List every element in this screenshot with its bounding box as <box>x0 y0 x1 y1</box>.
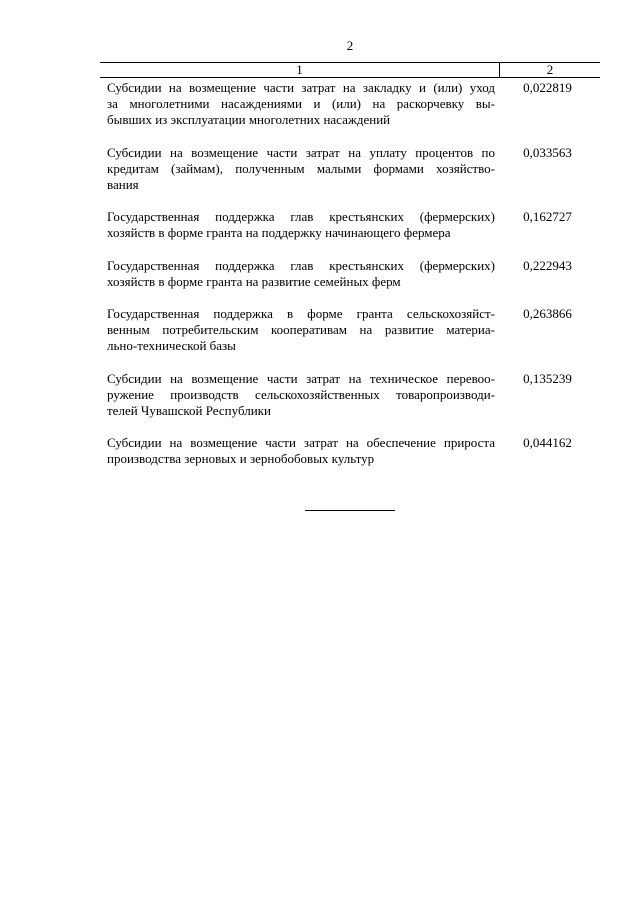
table-row <box>100 209 600 241</box>
row-value: 0,162727 <box>523 209 572 225</box>
table-row <box>100 371 600 420</box>
row-value: 0,222943 <box>523 257 572 273</box>
description-line: телей Чувашской Республики <box>107 403 271 419</box>
description-line: Государственная поддержка в форме гранта сельскохозяйст- <box>107 306 495 322</box>
row-description <box>107 435 495 467</box>
table-row <box>100 435 600 467</box>
row-spacer <box>100 193 600 209</box>
row-value: 0,033563 <box>523 144 572 160</box>
row-description <box>107 145 495 194</box>
row-value: 0,022819 <box>523 80 572 95</box>
description-line: Субсидии на возмещение части затрат на техническое перевоо- <box>107 370 495 386</box>
description-line: производства зерновых и зернобобовых культур <box>107 451 375 467</box>
table-row <box>100 306 600 355</box>
row-value: 0,263866 <box>523 306 572 322</box>
row-value: 0,044162 <box>523 435 572 451</box>
end-divider-line <box>305 510 395 511</box>
description-line: Государственная поддержка глав крестьянских (фермерских) <box>107 257 495 273</box>
description-line: за многолетними насаждениями и (или) на раскорчевку вы- <box>107 96 495 112</box>
column-header-2: 2 <box>546 62 554 77</box>
page-number: 2 <box>346 38 354 53</box>
description-line: хозяйств в форме гранта на поддержку начинающего фермера <box>107 225 451 241</box>
description-line: венным потребительским кооперативам на развитие материа- <box>107 322 495 338</box>
description-line: Субсидии на возмещение части затрат на уплату процентов по <box>107 144 495 160</box>
description-line: хозяйств в форме гранта на развитие семейных ферм <box>107 273 401 289</box>
description-line: вания <box>107 177 139 193</box>
table-row <box>100 145 600 194</box>
table-header-row <box>100 62 600 78</box>
description-line: Субсидии на возмещение части затрат на закладку и (или) уход <box>107 80 495 95</box>
row-spacer <box>100 355 600 371</box>
row-spacer <box>100 290 600 306</box>
description-line: ружение производств сельскохозяйственных товаропроизводи- <box>107 386 495 402</box>
description-line: Субсидии на возмещение части затрат на обеспечение прироста <box>107 435 495 451</box>
row-description <box>107 371 495 420</box>
description-line: бывших из эксплуатации многолетних насаждений <box>107 112 391 128</box>
table-row <box>100 258 600 290</box>
description-line: кредитам (займам), полученным малыми формами хозяйство- <box>107 160 495 176</box>
data-table <box>100 62 600 468</box>
row-description <box>107 306 495 355</box>
table-body <box>100 80 600 468</box>
row-spacer <box>100 129 600 145</box>
row-value: 0,135239 <box>523 370 572 386</box>
column-header-1: 1 <box>100 63 500 77</box>
description-line: льно-технической базы <box>107 338 236 354</box>
row-description <box>107 209 495 241</box>
row-spacer <box>100 419 600 435</box>
row-description <box>107 80 495 129</box>
table-row <box>100 80 600 129</box>
row-description <box>107 258 495 290</box>
description-line: Государственная поддержка глав крестьянских (фермерских) <box>107 209 495 225</box>
row-spacer <box>100 242 600 258</box>
